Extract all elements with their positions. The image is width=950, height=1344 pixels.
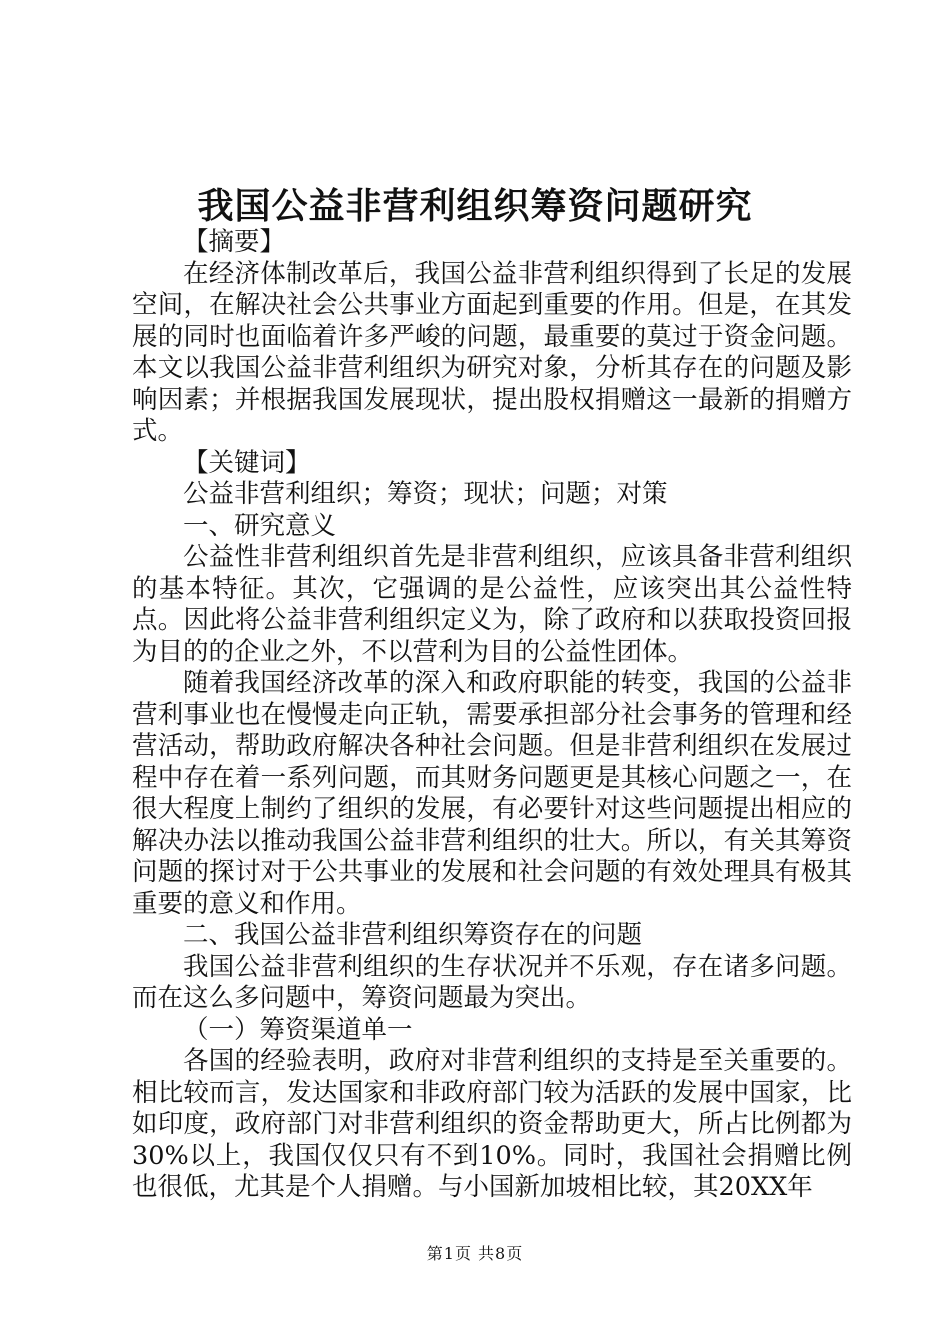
abstract-heading: 【摘要】 [183, 227, 286, 257]
document-body [132, 227, 852, 1204]
body-paragraph: 随着我国经济改革的深入和政府职能的转变，我国的公益非营利事业也在慢慢走向正轨，需要承担部分社会事务的管理和经营活动，帮助政府解决各种社会问题。但是非营利组织在发展过程中存在着一系列问题，而其财务问题更是其核心问题之一，在很大程度上制约了组织的发展，有必要针对这些问题提出相应的解决办法以推动我国公益非营利组织的壮大。所以，有关其筹资问题的探讨对于公共事业的发展和社会问题的有效处理具有极其重要的意义和作用。 [132, 668, 852, 919]
subsection-heading-1: （一）筹资渠道单一 [183, 1014, 413, 1045]
abstract-paragraph: 在经济体制改革后，我国公益非营利组织得到了长足的发展空间，在解决社会公共事业方面起到重要的作用。但是，在其发展的同时也面临着许多严峻的问题，最重要的莫过于资金问题。本文以我国公益非营利组织为研究对象，分析其存在的问题及影响因素；并根据我国发展现状，提出股权捐赠这一最新的捐赠方式。 [132, 258, 852, 446]
page-footer: 第1页 共8页 [426, 1244, 524, 1263]
body-paragraph: 公益性非营利组织首先是非营利组织，应该具备非营利组织的基本特征。其次，它强调的是公益性，应该突出其公益性特点。因此将公益非营利组织定义为，除了政府和以获取投资回报为目的的企业之外，不以营利为目的公益性团体。 [132, 542, 852, 667]
body-paragraph: 我国公益非营利组织的生存状况并不乐观，存在诸多问题。而在这么多问题中，筹资问题最为突出。 [132, 951, 852, 1013]
document-title: 我国公益非营利组织筹资问题研究 [197, 185, 753, 227]
keywords-paragraph: 公益非营利组织；筹资；现状；问题；对策 [183, 479, 668, 509]
body-paragraph: 各国的经验表明，政府对非营利组织的支持是至关重要的。相比较而言，发达国家和非政府部门较为活跃的发展中国家，比如印度，政府部门对非营利组织的资金帮助更大，所占比例都为30%以上，我国仅仅只有不到10%。同时，我国社会捐赠比例也很低，尤其是个人捐赠。与小国新加坡相比较，其20XX年 [132, 1046, 852, 1202]
keywords-heading: 【关键词】 [183, 447, 311, 478]
section-heading-1: 一、研究意义 [183, 510, 337, 541]
section-heading-2: 二、我国公益非营利组织筹资存在的问题 [183, 920, 643, 950]
